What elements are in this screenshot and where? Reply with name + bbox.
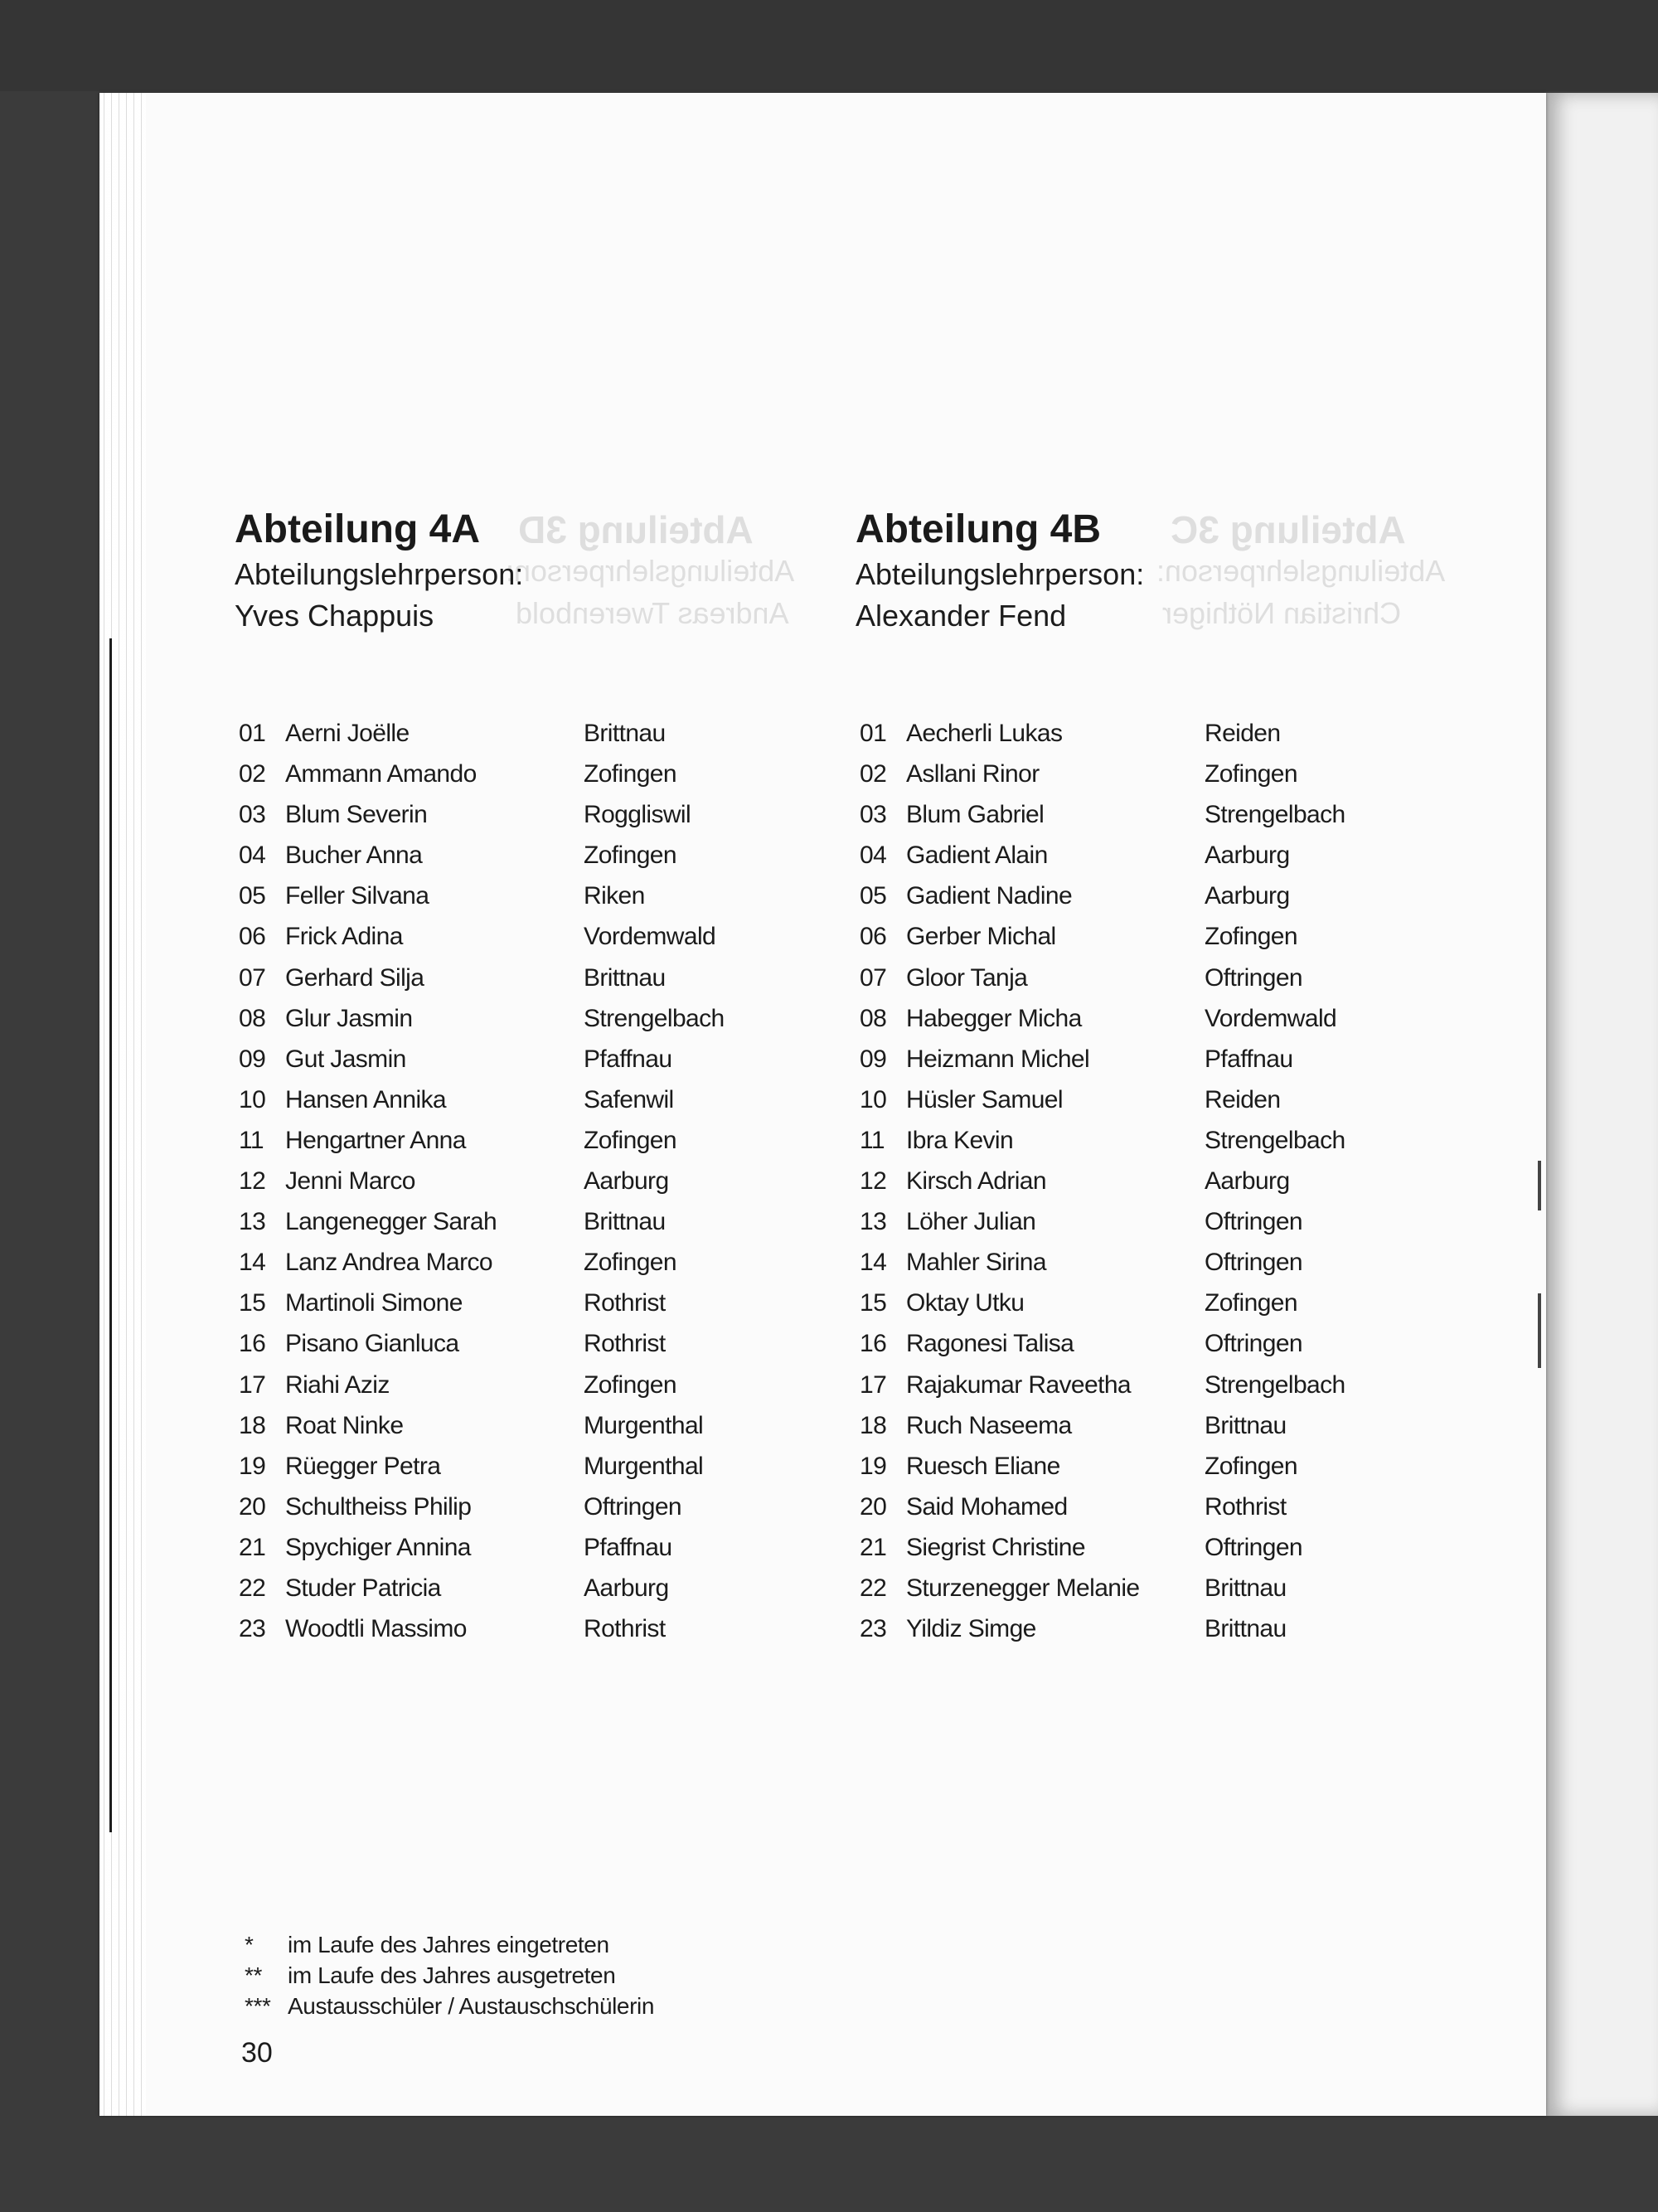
student-name: Hüsler Samuel [906, 1085, 1063, 1113]
student-number: 21 [860, 1533, 887, 1561]
student-name: Said Mohamed [906, 1492, 1068, 1521]
student-place: Riken [584, 882, 645, 910]
student-place: Zofingen [1205, 1289, 1297, 1317]
student-number: 11 [860, 1126, 885, 1154]
student-row [235, 1453, 865, 1493]
student-row [856, 1289, 1486, 1330]
student-number: 15 [239, 1289, 266, 1317]
student-name: Schultheiss Philip [285, 1492, 472, 1521]
student-name: Studer Patricia [285, 1574, 441, 1602]
student-row [235, 760, 865, 801]
student-row [235, 842, 865, 882]
student-name: Sturzenegger Melanie [906, 1574, 1140, 1602]
student-place: Zofingen [1205, 1452, 1297, 1480]
student-name: Blum Severin [285, 801, 428, 829]
student-number: 04 [860, 842, 887, 870]
student-place: Zofingen [584, 760, 676, 788]
spine-mark [1538, 1293, 1541, 1368]
student-row [235, 1412, 865, 1453]
student-number: 20 [239, 1492, 266, 1521]
student-name: Gut Jasmin [285, 1045, 406, 1073]
student-number: 22 [239, 1574, 266, 1602]
student-place: Brittnau [1205, 1574, 1287, 1602]
student-place: Pfaffnau [1205, 1045, 1293, 1073]
page-stack-edges [99, 93, 146, 2116]
page-number: 30 [241, 2037, 273, 2069]
student-number: 14 [860, 1249, 887, 1277]
student-place: Pfaffnau [584, 1045, 672, 1073]
student-place: Brittnau [584, 1208, 666, 1236]
student-name: Martinoli Simone [285, 1289, 463, 1317]
student-place: Reiden [1205, 720, 1281, 747]
student-place: Zofingen [584, 1126, 676, 1154]
student-place: Brittnau [584, 720, 666, 747]
student-place: Rothrist [584, 1615, 666, 1643]
student-row [856, 801, 1486, 842]
student-row [235, 1330, 865, 1370]
student-row [856, 964, 1486, 1005]
student-place: Reiden [1205, 1085, 1281, 1113]
student-place: Zofingen [584, 1370, 676, 1399]
student-name: Langenegger Sarah [285, 1208, 497, 1236]
student-number: 07 [860, 963, 887, 992]
student-name: Kirsch Adrian [906, 1167, 1046, 1196]
student-row [856, 1493, 1486, 1534]
show-through-teacher: Christian Nöthiger [1162, 596, 1402, 630]
student-place: Aarburg [1205, 882, 1290, 910]
student-name: Rüegger Petra [285, 1452, 441, 1480]
student-row [235, 923, 865, 963]
student-number: 11 [239, 1126, 264, 1154]
student-name: Gerber Michal [906, 923, 1056, 951]
student-place: Vordemwald [1205, 1004, 1337, 1032]
student-place: Brittnau [584, 963, 666, 992]
student-row [856, 720, 1486, 760]
student-number: 13 [239, 1208, 266, 1236]
student-name: Ruesch Eliane [906, 1452, 1060, 1480]
student-number: 14 [239, 1249, 266, 1277]
student-place: Rothrist [584, 1289, 666, 1317]
student-row [235, 1086, 865, 1127]
student-name: Ibra Kevin [906, 1126, 1014, 1154]
student-row [235, 882, 865, 923]
student-name: Roat Ninke [285, 1411, 404, 1439]
student-number: 08 [860, 1004, 887, 1032]
student-number: 06 [239, 923, 266, 951]
facing-page-edge [1546, 93, 1658, 2116]
student-name: Gerhard Silja [285, 963, 424, 992]
student-place: Oftringen [1205, 1533, 1302, 1561]
student-row [856, 760, 1486, 801]
student-place: Oftringen [1205, 1208, 1302, 1236]
student-place: Oftringen [584, 1492, 681, 1521]
student-row [235, 1127, 865, 1167]
student-place: Zofingen [1205, 760, 1297, 788]
student-row [856, 1412, 1486, 1453]
student-number: 16 [239, 1330, 266, 1358]
student-number: 18 [239, 1411, 266, 1439]
student-place: Rothrist [584, 1330, 666, 1358]
student-name: Jenni Marco [285, 1167, 415, 1196]
student-row [856, 1208, 1486, 1249]
student-row [856, 1045, 1486, 1086]
student-number: 01 [860, 720, 887, 747]
student-row [856, 882, 1486, 923]
student-number: 09 [860, 1045, 887, 1073]
student-list [235, 720, 865, 1656]
section-title: Abteilung 4A [235, 507, 480, 551]
student-name: Frick Adina [285, 923, 403, 951]
student-row [856, 1005, 1486, 1045]
student-number: 01 [239, 720, 266, 747]
student-row [235, 801, 865, 842]
student-name: Oktay Utku [906, 1289, 1025, 1317]
student-row [235, 964, 865, 1005]
student-name: Bucher Anna [285, 842, 423, 870]
student-place: Rothrist [1205, 1492, 1287, 1521]
teacher-name: Yves Chappuis [235, 599, 434, 633]
student-number: 17 [239, 1370, 266, 1399]
student-name: Feller Silvana [285, 882, 429, 910]
page-edge-shadow-line [109, 638, 112, 1832]
show-through-title: Abteilung 3C [1171, 508, 1406, 551]
student-row [235, 1045, 865, 1086]
student-number: 02 [239, 760, 266, 788]
student-number: 16 [860, 1330, 887, 1358]
section-title: Abteilung 4B [856, 507, 1101, 551]
student-row [856, 1574, 1486, 1615]
student-number: 09 [239, 1045, 266, 1073]
student-row [856, 1167, 1486, 1208]
student-name: Heizmann Michel [906, 1045, 1090, 1073]
student-number: 13 [860, 1208, 887, 1236]
student-number: 19 [239, 1452, 266, 1480]
student-name: Glur Jasmin [285, 1004, 413, 1032]
student-number: 18 [860, 1411, 887, 1439]
student-row [235, 1005, 865, 1045]
student-place: Roggliswil [584, 801, 691, 829]
student-place: Aarburg [584, 1167, 669, 1196]
footnote-text: im Laufe des Jahres eingetreten [288, 1932, 609, 1957]
student-place: Zofingen [1205, 923, 1297, 951]
student-list [856, 720, 1486, 1656]
show-through-label: Abteilungslehrperson: [506, 554, 795, 588]
student-number: 15 [860, 1289, 887, 1317]
teacher-label: Abteilungslehrperson: [856, 557, 1145, 591]
student-row [856, 1453, 1486, 1493]
student-row [235, 1167, 865, 1208]
student-number: 12 [860, 1167, 887, 1196]
student-name: Ragonesi Talisa [906, 1330, 1074, 1358]
student-place: Aarburg [584, 1574, 669, 1602]
student-name: Mahler Sirina [906, 1249, 1046, 1277]
student-name: Hansen Annika [285, 1085, 447, 1113]
student-row [856, 1615, 1486, 1656]
student-place: Zofingen [584, 1249, 676, 1277]
show-through-teacher: Andreas Twerenbold [516, 596, 789, 630]
student-place: Oftringen [1205, 1330, 1302, 1358]
student-name: Gadient Alain [906, 842, 1048, 870]
scanner-background [0, 0, 1658, 91]
student-name: Lanz Andrea Marco [285, 1249, 492, 1277]
student-row [856, 842, 1486, 882]
student-name: Siegrist Christine [906, 1533, 1085, 1561]
footnote-text: Austausschüler / Austauschschülerin [288, 1993, 655, 2019]
student-number: 04 [239, 842, 266, 870]
student-number: 06 [860, 923, 887, 951]
student-number: 20 [860, 1492, 887, 1521]
student-name: Habegger Micha [906, 1004, 1082, 1032]
show-through-label: Abteilungslehrperson: [1156, 554, 1446, 588]
student-place: Strengelbach [584, 1004, 725, 1032]
student-row [856, 1127, 1486, 1167]
spine-mark [1538, 1161, 1541, 1210]
student-name: Gadient Nadine [906, 882, 1073, 910]
student-name: Gloor Tanja [906, 963, 1028, 992]
student-row [856, 1371, 1486, 1412]
class-section-4b [856, 506, 1486, 1643]
student-place: Brittnau [1205, 1411, 1287, 1439]
student-name: Blum Gabriel [906, 801, 1045, 829]
student-row [235, 720, 865, 760]
student-name: Aecherli Lukas [906, 720, 1063, 747]
student-row [235, 1371, 865, 1412]
show-through-title: Abteilung 3D [518, 508, 754, 551]
student-number: 05 [860, 882, 887, 910]
footnote-text: im Laufe des Jahres ausgetreten [288, 1962, 616, 1988]
student-number: 12 [239, 1167, 266, 1196]
student-name: Pisano Gianluca [285, 1330, 459, 1358]
student-row [235, 1615, 865, 1656]
student-name: Hengartner Anna [285, 1126, 466, 1154]
student-row [235, 1534, 865, 1574]
footnote-mark: ** [245, 1962, 262, 1988]
student-row [235, 1493, 865, 1534]
student-number: 03 [239, 801, 266, 829]
student-row [235, 1249, 865, 1289]
student-name: Rajakumar Raveetha [906, 1370, 1132, 1399]
student-place: Brittnau [1205, 1615, 1287, 1643]
student-row [856, 1086, 1486, 1127]
student-place: Pfaffnau [584, 1533, 672, 1561]
footnote-mark: *** [245, 1993, 271, 2019]
student-number: 03 [860, 801, 887, 829]
student-row [235, 1289, 865, 1330]
student-number: 23 [239, 1615, 266, 1643]
student-number: 08 [239, 1004, 266, 1032]
teacher-name: Alexander Fend [856, 599, 1067, 633]
student-row [856, 1534, 1486, 1574]
student-place: Vordemwald [584, 923, 716, 951]
student-number: 19 [860, 1452, 887, 1480]
student-name: Yildiz Simge [906, 1615, 1036, 1643]
student-row [856, 1249, 1486, 1289]
student-number: 07 [239, 963, 266, 992]
student-place: Strengelbach [1205, 801, 1345, 829]
student-name: Asllani Rinor [906, 760, 1040, 788]
student-number: 22 [860, 1574, 887, 1602]
student-row [856, 923, 1486, 963]
student-row [235, 1574, 865, 1615]
teacher-label: Abteilungslehrperson: [235, 557, 524, 591]
student-name: Woodtli Massimo [285, 1615, 467, 1643]
class-section-4a [235, 506, 865, 1643]
student-place: Zofingen [584, 842, 676, 870]
student-number: 10 [860, 1085, 887, 1113]
student-place: Oftringen [1205, 963, 1302, 992]
student-number: 21 [239, 1533, 266, 1561]
student-place: Murgenthal [584, 1411, 704, 1439]
student-place: Strengelbach [1205, 1126, 1345, 1154]
student-name: Ruch Naseema [906, 1411, 1072, 1439]
student-name: Aerni Joëlle [285, 720, 410, 747]
student-row [235, 1208, 865, 1249]
student-number: 02 [860, 760, 887, 788]
student-place: Aarburg [1205, 1167, 1290, 1196]
student-place: Aarburg [1205, 842, 1290, 870]
student-number: 23 [860, 1615, 887, 1643]
student-place: Oftringen [1205, 1249, 1302, 1277]
student-name: Spychiger Annina [285, 1533, 471, 1561]
student-place: Strengelbach [1205, 1370, 1345, 1399]
student-place: Safenwil [584, 1085, 674, 1113]
student-row [856, 1330, 1486, 1370]
student-name: Ammann Amando [285, 760, 477, 788]
student-number: 05 [239, 882, 266, 910]
student-number: 10 [239, 1085, 266, 1113]
student-name: Löher Julian [906, 1208, 1036, 1236]
footnote-mark: * [245, 1932, 254, 1957]
student-number: 17 [860, 1370, 887, 1399]
student-name: Riahi Aziz [285, 1370, 390, 1399]
student-place: Murgenthal [584, 1452, 704, 1480]
